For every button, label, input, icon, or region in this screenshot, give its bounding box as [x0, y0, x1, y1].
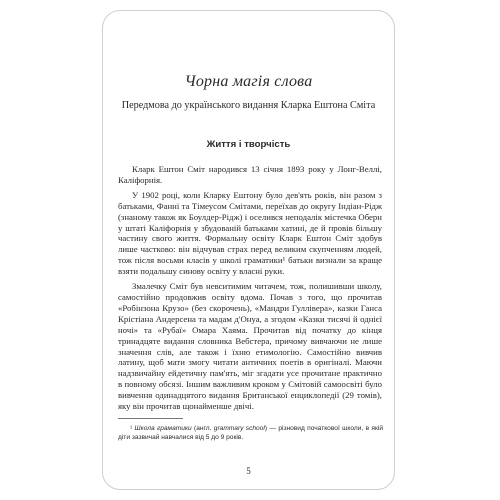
paragraph: У 1902 році, коли Кларку Ештону було дев'ять років, він разом з батьками, Фанні та Тімеусом Смітами, переїхав до округу Індіан-Рідж (знаному також як Боулдер-Рідж) і оселився неподалік містечка Оберн у штаті Каліфорнія у збудованій батьками хатині, де й провів більшу частину свого життя. Формальну освіту Кларк Ештон Сміт здобув лише частково: він відчував страх перед великим скупченням людей, тож після восьми класів у школі граматики¹ батьки визнали за краще взяти подальшу синову освіту у власні руки. — [118, 189, 382, 277]
footnote — [118, 424, 383, 442]
footnote-paren: (англ. — [191, 425, 214, 432]
body-text — [118, 164, 382, 412]
paragraph: Кларк Ештон Сміт народився 13 січня 1893 року у Лонг-Веллі, Каліфорнія. — [118, 164, 382, 185]
paragraph: Змалечку Сміт був невситимим читачем, тож, полишивши школу, самостійно продовжив освіту вдома. Почав з того, що прочитав «Робінзона Крузо» (без скорочень), «Мандри Гуллівера», казки Ганса Крістіана Андерсена та мадам д'Онуа, а згодом «Казки тисячі й однієї ночі» та «Рубаї» Омара Хаяма. Прочитав від початку до кінця тринадцяте видання словника Вебстера, причому вивчаючи не лише значення слів, але також і їхню етимологію. Самостійно вивчив латину, щоб мати змогу читати античних поетів в оригіналі. Маючи надзвичайну ейдетичну пам'ять, міг згадати усе прочитане практично в повному обсязі. Іншим важливим кроком у Смітовій самоосвіті було вивчення одинадцятого видання Британської енциклопедії (29 томів), яку він прочитав щонайменше двічі. — [118, 281, 382, 412]
page-number: 5 — [246, 466, 251, 476]
page-subtitle: Передмова до українського видання Кларка Ештона Сміта — [121, 100, 376, 111]
section-heading: Життя і творчість — [206, 139, 291, 150]
footnote-divider — [118, 418, 183, 419]
footnote-english-term: grammary school — [213, 425, 265, 432]
footnote-term: Школа граматики — [134, 425, 192, 432]
page-title: Чорна магія слова — [184, 73, 313, 90]
footnote-text: ) — різновид початкової школи, в якій діти зазвичай навчалися від 5 до 9 років. — [118, 425, 384, 441]
footnote-marker: ¹ — [130, 425, 133, 432]
